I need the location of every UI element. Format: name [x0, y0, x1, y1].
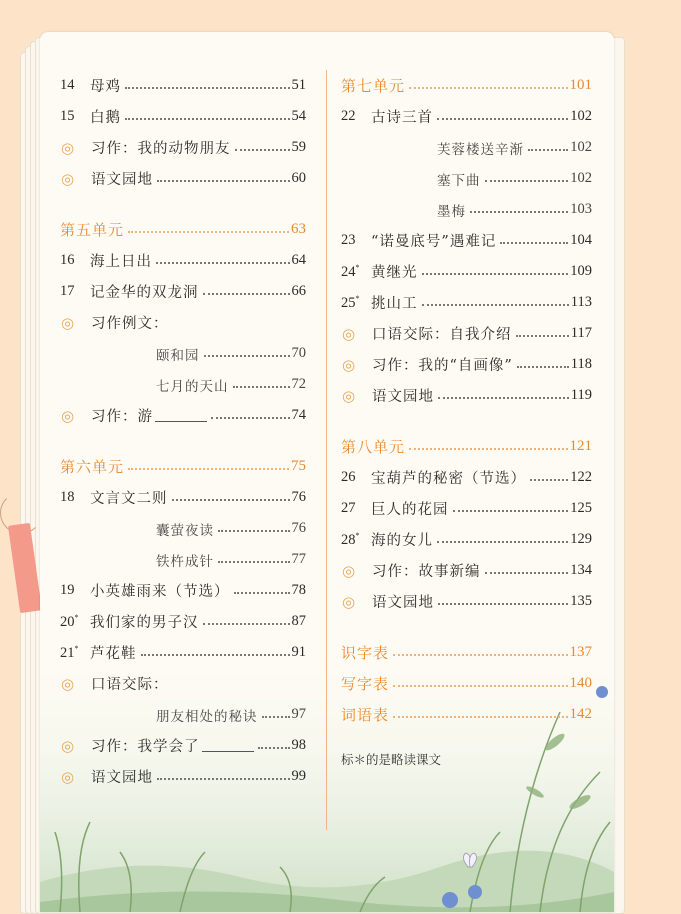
dot-leader: [157, 179, 290, 182]
dot-leader: [172, 498, 290, 501]
lesson-number: 17: [60, 283, 75, 299]
toc-entry-task[interactable]: [341, 586, 592, 617]
toc-entry-lesson[interactable]: [341, 524, 592, 555]
dot-leader: [203, 292, 290, 295]
dot-leader: [438, 602, 568, 605]
dot-leader: [485, 571, 569, 574]
page-number: 134: [570, 562, 592, 578]
toc-entry-sub[interactable]: [341, 132, 592, 163]
entry-title: 芦花鞋: [90, 646, 137, 662]
entry-title: 第八单元: [341, 438, 406, 456]
toc-entry-task[interactable]: [341, 349, 592, 380]
entry-title: 口语交际：自我介绍: [372, 327, 512, 343]
entry-title: 囊萤夜读: [156, 522, 214, 539]
page-number: 74: [291, 407, 306, 423]
dot-leader: [204, 354, 290, 357]
dot-leader: [393, 653, 567, 656]
dot-leader: [530, 478, 568, 481]
double-circle-icon: ◎: [342, 386, 356, 405]
double-circle-icon: ◎: [61, 674, 75, 693]
lesson-number: 28*: [341, 530, 360, 548]
page-number: 60: [291, 170, 306, 186]
page-number: 102: [570, 139, 592, 155]
page-number: 54: [291, 108, 306, 124]
dot-leader: [258, 746, 290, 749]
toc-entry-index[interactable]: [341, 699, 592, 730]
page-number: 87: [291, 613, 306, 629]
page-number: 72: [291, 376, 306, 392]
dot-leader: [470, 210, 568, 213]
dot-leader: [203, 622, 290, 625]
entry-title: 塞下曲: [437, 172, 481, 189]
entry-title: “诺曼底号”遇难记: [371, 234, 497, 250]
toc-entry-lesson[interactable]: [60, 637, 306, 668]
lesson-number: 22: [341, 108, 356, 124]
page-number: 64: [291, 252, 306, 268]
page-number: 113: [570, 294, 592, 310]
double-circle-icon: ◎: [61, 736, 75, 755]
double-circle-icon: ◎: [342, 324, 356, 343]
lesson-number: 25*: [341, 293, 360, 311]
toc-entry-task[interactable]: [60, 668, 306, 699]
dot-leader: [485, 179, 569, 182]
contents-left-column: [60, 70, 306, 792]
page-number: 78: [291, 582, 306, 598]
lesson-number: 18: [60, 489, 75, 505]
dot-leader: [422, 303, 569, 306]
entry-title: 挑山工: [371, 296, 418, 312]
page-number: 63: [291, 221, 306, 237]
double-circle-icon: ◎: [61, 406, 75, 425]
dot-leader: [409, 86, 567, 89]
page-number: 109: [570, 263, 592, 279]
page-number: 102: [570, 170, 592, 186]
toc-entry-sub[interactable]: [60, 369, 306, 400]
entry-title: 古诗三首: [371, 110, 433, 126]
entry-title: 宝葫芦的秘密（节选）: [371, 471, 526, 487]
entry-title: 巨人的花园: [371, 502, 449, 518]
page-number: 91: [291, 644, 306, 660]
dot-leader: [438, 396, 569, 399]
entry-title: 识字表: [341, 644, 390, 662]
optional-reading-star: *: [74, 612, 79, 622]
double-circle-icon: ◎: [61, 138, 75, 157]
toc-entry-lesson[interactable]: [341, 225, 592, 256]
entry-title: 母鸡: [90, 79, 121, 95]
toc-entry-index[interactable]: [341, 668, 592, 699]
toc-entry-lesson[interactable]: [60, 575, 306, 606]
entry-title: 语文园地: [91, 770, 153, 786]
entry-title: 第五单元: [60, 221, 125, 239]
toc-entry-sub[interactable]: [60, 544, 306, 575]
entry-title: 语文园地: [372, 595, 434, 611]
dot-leader: [235, 148, 290, 151]
lesson-number: 24*: [341, 262, 360, 280]
contents-right-column: [341, 70, 592, 768]
toc-entry-task[interactable]: [341, 318, 592, 349]
page-number: 142: [569, 706, 592, 722]
optional-reading-star: *: [74, 643, 79, 653]
entry-title: 第七单元: [341, 77, 406, 95]
page-number: 119: [570, 387, 592, 403]
dot-leader: [516, 334, 569, 337]
page-number: 135: [570, 593, 592, 609]
page-number: 117: [570, 325, 592, 341]
page-number: 70: [291, 345, 306, 361]
toc-entry-task[interactable]: [341, 380, 592, 411]
dot-leader: [500, 241, 568, 244]
double-circle-icon: ◎: [342, 592, 356, 611]
toc-entry-task[interactable]: [60, 761, 306, 792]
dot-leader: [233, 385, 290, 388]
dot-leader: [234, 591, 290, 594]
dot-leader: [528, 148, 568, 151]
entry-title: 写字表: [341, 675, 390, 693]
lesson-number: 15: [60, 108, 75, 124]
dot-leader: [393, 684, 567, 687]
page-number: 99: [291, 768, 306, 784]
dot-leader: [128, 230, 289, 233]
lesson-number: 19: [60, 582, 75, 598]
toc-entry-lesson[interactable]: [60, 245, 306, 276]
lesson-number: 23: [341, 232, 356, 248]
dot-leader: [125, 86, 290, 89]
entry-title: 颐和园: [156, 347, 200, 364]
entry-title: 朋友相处的秘诀: [156, 708, 258, 725]
lesson-number: 16: [60, 252, 75, 268]
toc-entry-lesson[interactable]: [60, 482, 306, 513]
lesson-number: 27: [341, 500, 356, 516]
toc-entry-index[interactable]: [341, 637, 592, 668]
dot-leader: [141, 653, 290, 656]
fill-in-blank: [202, 739, 254, 752]
optional-reading-star: *: [355, 293, 360, 303]
entry-title: 记金华的双龙洞: [90, 285, 199, 301]
toc-entry-sub[interactable]: [341, 194, 592, 225]
optional-reading-star: *: [355, 530, 360, 540]
lesson-number: 20*: [60, 612, 79, 630]
page-number: 97: [291, 706, 306, 722]
lesson-number: 26: [341, 469, 356, 485]
toc-entry-unit[interactable]: [60, 214, 306, 245]
toc-entry-unit[interactable]: [60, 451, 306, 482]
double-circle-icon: ◎: [61, 169, 75, 188]
page-number: 101: [569, 77, 592, 93]
dot-leader: [437, 117, 568, 120]
entry-title: 习作：我学会了: [91, 739, 200, 755]
toc-entry-unit[interactable]: [341, 70, 592, 101]
double-circle-icon: ◎: [342, 561, 356, 580]
toc-entry-sub[interactable]: [60, 338, 306, 369]
dot-leader: [437, 540, 568, 543]
toc-entry-lesson[interactable]: [341, 101, 592, 132]
contents-page: [40, 32, 614, 912]
double-circle-icon: ◎: [61, 313, 75, 332]
dot-leader: [211, 416, 290, 419]
entry-title: 黄继光: [371, 265, 418, 281]
entry-title: 习作：我的“自画像”: [372, 358, 513, 374]
entry-title: 白鹅: [90, 110, 121, 126]
fill-in-blank: [155, 409, 207, 422]
dot-leader: [157, 777, 290, 780]
entry-title: 铁杵成针: [156, 553, 214, 570]
toc-entry-lesson[interactable]: [60, 101, 306, 132]
page-number: 51: [291, 77, 306, 93]
dot-leader: [156, 261, 290, 264]
page-number: 98: [291, 737, 306, 753]
page-number: 75: [291, 458, 306, 474]
dot-leader: [218, 560, 290, 563]
entry-title: 口语交际：: [91, 677, 169, 693]
page-number: 129: [570, 531, 592, 547]
page-number: 77: [291, 551, 306, 567]
toc-entry-lesson[interactable]: [60, 70, 306, 101]
page-number: 102: [570, 108, 592, 124]
entry-title: 七月的天山: [156, 378, 229, 395]
entry-title: 词语表: [341, 706, 390, 724]
toc-entry-lesson[interactable]: [341, 256, 592, 287]
toc-entry-lesson[interactable]: [341, 493, 592, 524]
entry-title: 语文园地: [372, 389, 434, 405]
toc-entry-task[interactable]: [60, 163, 306, 194]
entry-title: 习作：故事新编: [372, 564, 481, 580]
dot-leader: [517, 365, 569, 368]
toc-entry-unit[interactable]: [341, 431, 592, 462]
entry-title: 习作例文：: [91, 316, 169, 332]
entry-title: 海上日出: [90, 254, 152, 270]
entry-title: 习作：我的动物朋友: [91, 141, 231, 157]
toc-entry-sub[interactable]: [60, 699, 306, 730]
entry-title: 第六单元: [60, 458, 125, 476]
toc-entry-task[interactable]: [341, 555, 592, 586]
page-number: 121: [569, 438, 592, 454]
toc-entry-task[interactable]: [60, 132, 306, 163]
entry-title: 墨梅: [437, 203, 466, 220]
page-number: 66: [291, 283, 306, 299]
entry-title: 文言文二则: [90, 491, 168, 507]
lesson-number: 21*: [60, 643, 79, 661]
toc-entry-lesson[interactable]: [60, 606, 306, 637]
page-number: 104: [570, 232, 592, 248]
entry-title: 语文园地: [91, 172, 153, 188]
double-circle-icon: ◎: [342, 355, 356, 374]
page-number: 76: [291, 520, 306, 536]
double-circle-icon: ◎: [61, 767, 75, 786]
toc-entry-task[interactable]: [60, 730, 306, 761]
dot-leader: [453, 509, 569, 512]
dot-leader: [409, 447, 567, 450]
page-number: 140: [569, 675, 592, 691]
dot-leader: [125, 117, 290, 120]
toc-entry-task[interactable]: [60, 400, 306, 431]
dot-leader: [218, 529, 290, 532]
dot-leader: [393, 715, 567, 718]
page-number: 76: [291, 489, 306, 505]
entry-title: 我们家的男子汉: [90, 615, 199, 631]
toc-entry-lesson[interactable]: [60, 276, 306, 307]
entry-title: 芙蓉楼送辛渐: [437, 141, 524, 158]
toc-entry-sub[interactable]: [341, 163, 592, 194]
lesson-number: 14: [60, 77, 75, 93]
page-number: 103: [570, 201, 592, 217]
optional-reading-star: *: [355, 262, 360, 272]
footnote-optional-reading: 标＊的是略读课文: [341, 752, 442, 767]
dot-leader: [262, 715, 290, 718]
entry-title: 小英雄雨来（节选）: [90, 584, 230, 600]
page-number: 59: [291, 139, 306, 155]
toc-entry-lesson[interactable]: [341, 287, 592, 318]
page-number: 125: [570, 500, 592, 516]
column-divider: [326, 70, 327, 830]
page-number: 137: [569, 644, 592, 660]
dot-leader: [422, 272, 569, 275]
page-number: 118: [570, 356, 592, 372]
entry-title: 习作：游: [91, 409, 153, 425]
toc-entry-lesson[interactable]: [341, 462, 592, 493]
toc-entry-sub[interactable]: [60, 513, 306, 544]
toc-entry-task[interactable]: [60, 307, 306, 338]
entry-title: 海的女儿: [371, 533, 433, 549]
dot-leader: [128, 467, 289, 470]
page-number: 122: [570, 469, 592, 485]
